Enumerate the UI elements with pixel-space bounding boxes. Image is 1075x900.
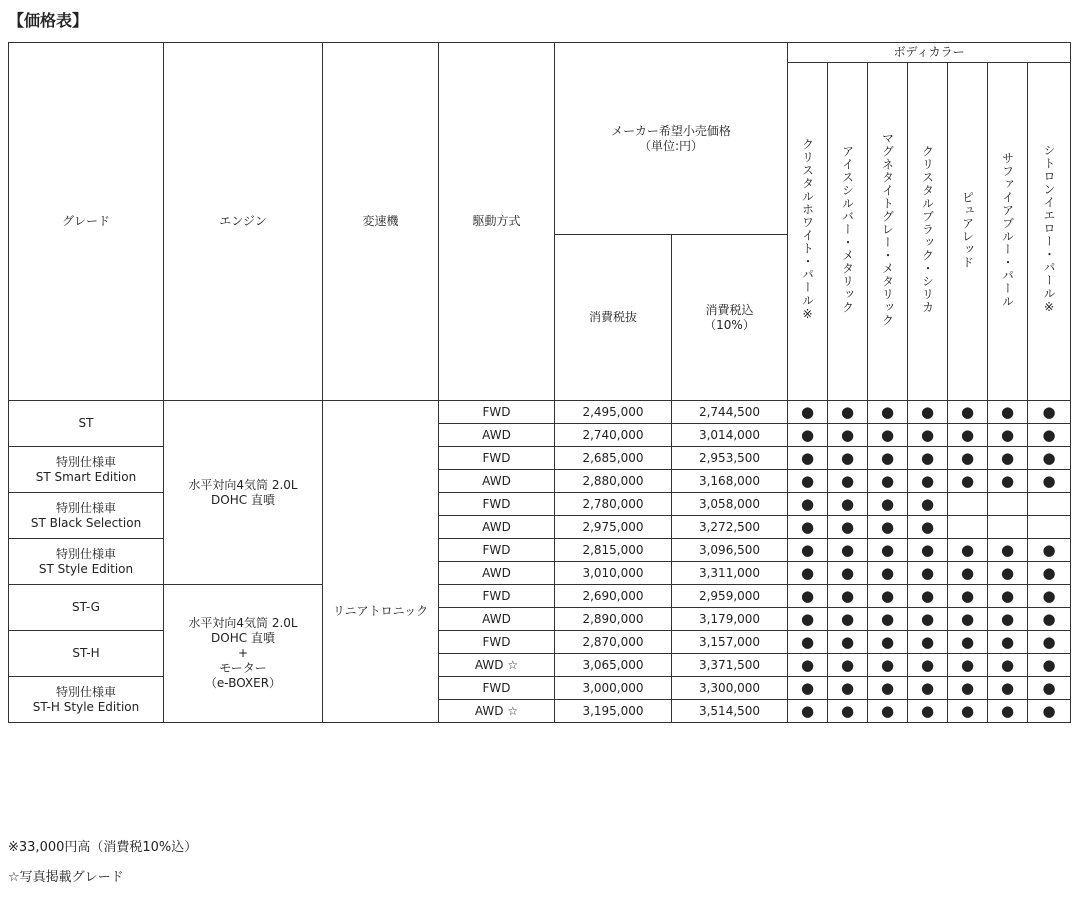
price-excl-cell: 2,880,000 (555, 470, 672, 493)
available-dot-icon: ● (800, 563, 815, 582)
color-availability-cell (948, 493, 988, 516)
color-availability-cell (988, 585, 1028, 608)
available-dot-icon: ● (960, 471, 975, 490)
price-incl-cell: 3,168,000 (672, 470, 788, 493)
drive-cell: AWD (439, 562, 555, 585)
color-availability-cell (948, 585, 988, 608)
color-availability-cell (1028, 516, 1071, 539)
available-dot-icon: ● (1000, 471, 1015, 490)
available-dot-icon: ● (880, 655, 895, 674)
available-dot-icon: ● (1000, 448, 1015, 467)
footnote-photo-grade: ☆写真掲載グレード (8, 870, 124, 885)
color-availability-cell (868, 608, 908, 631)
color-availability-cell (908, 562, 948, 585)
color-availability-cell (1028, 424, 1071, 447)
available-dot-icon: ● (840, 609, 855, 628)
color-availability-cell (1028, 654, 1071, 677)
color-availability-cell (828, 401, 868, 424)
engine-cell: 水平対向4気筒 2.0L DOHC 直噴 + モーター （e-BOXER） (164, 585, 323, 723)
color-availability-cell (948, 631, 988, 654)
drive-cell: FWD (439, 677, 555, 700)
color-availability-cell (1028, 539, 1071, 562)
drive-cell: FWD (439, 447, 555, 470)
color-availability-cell (988, 608, 1028, 631)
available-dot-icon: ● (880, 609, 895, 628)
color-availability-cell (948, 447, 988, 470)
available-dot-icon: ● (840, 402, 855, 421)
available-dot-icon: ● (840, 701, 855, 720)
color-availability-cell (828, 493, 868, 516)
available-dot-icon: ● (920, 448, 935, 467)
color-availability-cell (788, 608, 828, 631)
available-dot-icon: ● (1000, 563, 1015, 582)
available-dot-icon: ● (1000, 701, 1015, 720)
available-dot-icon: ● (1000, 632, 1015, 651)
available-dot-icon: ● (800, 494, 815, 513)
available-dot-icon: ● (840, 494, 855, 513)
color-availability-cell (1028, 562, 1071, 585)
available-dot-icon: ● (960, 402, 975, 421)
available-dot-icon: ● (920, 517, 935, 536)
available-dot-icon: ● (1042, 425, 1056, 444)
color-availability-cell (1028, 401, 1071, 424)
color-availability-cell (868, 654, 908, 677)
color-availability-cell (828, 700, 868, 723)
available-dot-icon: ● (800, 425, 815, 444)
price-excl-cell: 2,890,000 (555, 608, 672, 631)
color-availability-cell (948, 608, 988, 631)
color-name: マグネタイトグレー・メタリック (880, 132, 895, 327)
color-header (988, 63, 1028, 401)
available-dot-icon: ● (960, 448, 975, 467)
available-dot-icon: ● (880, 586, 895, 605)
available-dot-icon: ● (920, 632, 935, 651)
table-row (9, 401, 1071, 424)
available-dot-icon: ● (840, 655, 855, 674)
price-excl-cell: 3,065,000 (555, 654, 672, 677)
color-availability-cell (828, 424, 868, 447)
color-availability-cell (1028, 493, 1071, 516)
color-header (868, 63, 908, 401)
available-dot-icon: ● (1042, 678, 1056, 697)
available-dot-icon: ● (920, 586, 935, 605)
available-dot-icon: ● (800, 586, 815, 605)
color-availability-cell (908, 424, 948, 447)
available-dot-icon: ● (880, 402, 895, 421)
available-dot-icon: ● (1000, 609, 1015, 628)
color-availability-cell (868, 424, 908, 447)
color-availability-cell (1028, 447, 1071, 470)
price-excl-cell: 2,740,000 (555, 424, 672, 447)
color-availability-cell (788, 677, 828, 700)
color-name: アイスシルバー・メタリック (840, 145, 855, 314)
transmission-header: 変速機 (323, 43, 439, 401)
color-availability-cell (788, 447, 828, 470)
color-availability-cell (788, 401, 828, 424)
color-availability-cell (908, 401, 948, 424)
available-dot-icon: ● (1042, 540, 1056, 559)
color-availability-cell (908, 447, 948, 470)
color-availability-cell (788, 585, 828, 608)
color-availability-cell (948, 470, 988, 493)
available-dot-icon: ● (960, 586, 975, 605)
available-dot-icon: ● (800, 402, 815, 421)
color-availability-cell (1028, 608, 1071, 631)
price-excl-cell: 3,010,000 (555, 562, 672, 585)
price-incl-cell: 3,096,500 (672, 539, 788, 562)
table-row (9, 585, 1071, 608)
price-table (8, 42, 1071, 723)
color-availability-cell (868, 516, 908, 539)
color-availability-cell (1028, 585, 1071, 608)
available-dot-icon: ● (800, 448, 815, 467)
available-dot-icon: ● (1000, 655, 1015, 674)
color-availability-cell (788, 424, 828, 447)
color-name: サファイアブルー・パール (1000, 151, 1015, 308)
body-color-header: ボディカラー (788, 43, 1071, 63)
color-availability-cell (908, 700, 948, 723)
price-incl-cell: 3,058,000 (672, 493, 788, 516)
color-availability-cell (908, 470, 948, 493)
color-availability-cell (908, 608, 948, 631)
color-availability-cell (988, 516, 1028, 539)
drive-cell: FWD (439, 401, 555, 424)
available-dot-icon: ● (800, 609, 815, 628)
available-dot-icon: ● (840, 517, 855, 536)
color-availability-cell (868, 539, 908, 562)
available-dot-icon: ● (1000, 540, 1015, 559)
available-dot-icon: ● (800, 540, 815, 559)
price-incl-cell: 3,300,000 (672, 677, 788, 700)
color-name: クリスタルホワイト・パール※ (800, 137, 815, 322)
available-dot-icon: ● (1042, 586, 1056, 605)
engine-cell: 水平対向4気筒 2.0L DOHC 直噴 (164, 401, 323, 585)
available-dot-icon: ● (840, 563, 855, 582)
price-incl-cell: 3,179,000 (672, 608, 788, 631)
grade-cell: 特別仕様車 ST-H Style Edition (9, 677, 164, 723)
price-excl-cell: 3,195,000 (555, 700, 672, 723)
drive-cell: AWD (439, 424, 555, 447)
price-excl-header: 消費税抜 (555, 235, 672, 401)
color-availability-cell (988, 539, 1028, 562)
color-availability-cell (828, 654, 868, 677)
available-dot-icon: ● (880, 678, 895, 697)
color-header (1028, 63, 1071, 401)
color-availability-cell (788, 631, 828, 654)
available-dot-icon: ● (800, 632, 815, 651)
price-header: メーカー希望小売価格 （単位:円） (555, 43, 788, 235)
price-excl-cell: 2,815,000 (555, 539, 672, 562)
color-availability-cell (988, 654, 1028, 677)
engine-header: エンジン (164, 43, 323, 401)
drive-header: 駆動方式 (439, 43, 555, 401)
available-dot-icon: ● (920, 540, 935, 559)
price-excl-cell: 3,000,000 (555, 677, 672, 700)
available-dot-icon: ● (920, 609, 935, 628)
color-availability-cell (828, 608, 868, 631)
available-dot-icon: ● (880, 425, 895, 444)
color-availability-cell (1028, 677, 1071, 700)
price-excl-cell: 2,690,000 (555, 585, 672, 608)
color-availability-cell (988, 447, 1028, 470)
price-excl-cell: 2,975,000 (555, 516, 672, 539)
transmission-cell: リニアトロニック (323, 401, 439, 723)
available-dot-icon: ● (800, 655, 815, 674)
grade-cell: ST-H (9, 631, 164, 677)
color-availability-cell (788, 562, 828, 585)
drive-cell: AWD (439, 516, 555, 539)
available-dot-icon: ● (920, 563, 935, 582)
color-availability-cell (908, 677, 948, 700)
grade-cell: ST-G (9, 585, 164, 631)
color-availability-cell (1028, 470, 1071, 493)
color-availability-cell (828, 447, 868, 470)
available-dot-icon: ● (840, 448, 855, 467)
price-incl-cell: 2,744,500 (672, 401, 788, 424)
available-dot-icon: ● (920, 402, 935, 421)
available-dot-icon: ● (920, 425, 935, 444)
color-availability-cell (868, 700, 908, 723)
available-dot-icon: ● (880, 494, 895, 513)
available-dot-icon: ● (880, 563, 895, 582)
available-dot-icon: ● (1000, 402, 1015, 421)
color-availability-cell (868, 401, 908, 424)
available-dot-icon: ● (920, 678, 935, 697)
color-availability-cell (908, 585, 948, 608)
price-excl-cell: 2,495,000 (555, 401, 672, 424)
available-dot-icon: ● (840, 678, 855, 697)
available-dot-icon: ● (800, 678, 815, 697)
price-excl-cell: 2,870,000 (555, 631, 672, 654)
price-table-body (9, 401, 1071, 723)
drive-cell: AWD ☆ (439, 654, 555, 677)
price-incl-cell: 3,014,000 (672, 424, 788, 447)
available-dot-icon: ● (960, 425, 975, 444)
available-dot-icon: ● (880, 701, 895, 720)
color-availability-cell (1028, 631, 1071, 654)
color-availability-cell (948, 677, 988, 700)
grade-cell: 特別仕様車 ST Black Selection (9, 493, 164, 539)
available-dot-icon: ● (1042, 402, 1056, 421)
available-dot-icon: ● (920, 494, 935, 513)
price-excl-cell: 2,685,000 (555, 447, 672, 470)
available-dot-icon: ● (800, 471, 815, 490)
drive-cell: FWD (439, 585, 555, 608)
available-dot-icon: ● (960, 655, 975, 674)
color-availability-cell (948, 401, 988, 424)
available-dot-icon: ● (960, 632, 975, 651)
color-availability-cell (868, 585, 908, 608)
color-availability-cell (828, 631, 868, 654)
available-dot-icon: ● (1000, 425, 1015, 444)
price-excl-cell: 2,780,000 (555, 493, 672, 516)
page-title: 【価格表】 (8, 11, 89, 30)
footnote-surcharge: ※33,000円高（消費税10%込） (8, 840, 198, 855)
drive-cell: AWD (439, 608, 555, 631)
available-dot-icon: ● (960, 609, 975, 628)
color-availability-cell (948, 654, 988, 677)
available-dot-icon: ● (960, 563, 975, 582)
color-availability-cell (988, 470, 1028, 493)
available-dot-icon: ● (880, 448, 895, 467)
available-dot-icon: ● (1042, 609, 1056, 628)
available-dot-icon: ● (1042, 701, 1056, 720)
color-availability-cell (828, 516, 868, 539)
color-name: シトロンイエロー・パール※ (1042, 144, 1057, 315)
color-availability-cell (988, 424, 1028, 447)
color-availability-cell (868, 447, 908, 470)
grade-cell: 特別仕様車 ST Style Edition (9, 539, 164, 585)
available-dot-icon: ● (840, 586, 855, 605)
available-dot-icon: ● (1000, 678, 1015, 697)
color-availability-cell (788, 470, 828, 493)
available-dot-icon: ● (960, 701, 975, 720)
drive-cell: FWD (439, 631, 555, 654)
available-dot-icon: ● (920, 471, 935, 490)
color-availability-cell (828, 562, 868, 585)
color-header (788, 63, 828, 401)
color-availability-cell (988, 677, 1028, 700)
color-availability-cell (988, 493, 1028, 516)
color-name: クリスタルブラック・シリカ (920, 145, 935, 314)
price-incl-cell: 3,157,000 (672, 631, 788, 654)
price-incl-cell: 3,272,500 (672, 516, 788, 539)
available-dot-icon: ● (1042, 471, 1056, 490)
available-dot-icon: ● (800, 517, 815, 536)
available-dot-icon: ● (920, 701, 935, 720)
drive-cell: AWD (439, 470, 555, 493)
grade-cell: 特別仕様車 ST Smart Edition (9, 447, 164, 493)
price-incl-header: 消費税込 （10%） (672, 235, 788, 401)
color-availability-cell (828, 677, 868, 700)
grade-header: グレード (9, 43, 164, 401)
color-name: ピュアレッド (960, 190, 975, 269)
available-dot-icon: ● (1000, 586, 1015, 605)
available-dot-icon: ● (840, 632, 855, 651)
color-availability-cell (868, 677, 908, 700)
color-availability-cell (988, 700, 1028, 723)
color-availability-cell (828, 585, 868, 608)
color-availability-cell (908, 539, 948, 562)
available-dot-icon: ● (800, 701, 815, 720)
color-availability-cell (868, 562, 908, 585)
color-header (828, 63, 868, 401)
color-header (908, 63, 948, 401)
color-availability-cell (788, 654, 828, 677)
color-availability-cell (908, 516, 948, 539)
color-availability-cell (988, 631, 1028, 654)
price-incl-cell: 3,514,500 (672, 700, 788, 723)
available-dot-icon: ● (880, 540, 895, 559)
color-availability-cell (868, 470, 908, 493)
grade-cell: ST (9, 401, 164, 447)
color-availability-cell (908, 654, 948, 677)
price-incl-cell: 3,371,500 (672, 654, 788, 677)
color-availability-cell (948, 516, 988, 539)
available-dot-icon: ● (840, 540, 855, 559)
drive-cell: AWD ☆ (439, 700, 555, 723)
color-availability-cell (1028, 700, 1071, 723)
color-availability-cell (988, 401, 1028, 424)
price-incl-cell: 2,959,000 (672, 585, 788, 608)
price-incl-cell: 2,953,500 (672, 447, 788, 470)
color-availability-cell (948, 539, 988, 562)
color-availability-cell (908, 631, 948, 654)
available-dot-icon: ● (1042, 448, 1056, 467)
color-availability-cell (948, 424, 988, 447)
color-availability-cell (868, 493, 908, 516)
color-availability-cell (948, 562, 988, 585)
available-dot-icon: ● (960, 540, 975, 559)
available-dot-icon: ● (840, 425, 855, 444)
available-dot-icon: ● (1042, 655, 1056, 674)
available-dot-icon: ● (1042, 563, 1056, 582)
available-dot-icon: ● (1042, 632, 1056, 651)
available-dot-icon: ● (880, 517, 895, 536)
drive-cell: FWD (439, 493, 555, 516)
color-availability-cell (908, 493, 948, 516)
color-availability-cell (828, 539, 868, 562)
available-dot-icon: ● (920, 655, 935, 674)
color-availability-cell (788, 539, 828, 562)
color-availability-cell (788, 700, 828, 723)
available-dot-icon: ● (960, 678, 975, 697)
color-header (948, 63, 988, 401)
drive-cell: FWD (439, 539, 555, 562)
available-dot-icon: ● (840, 471, 855, 490)
color-availability-cell (868, 631, 908, 654)
available-dot-icon: ● (880, 471, 895, 490)
color-availability-cell (948, 700, 988, 723)
available-dot-icon: ● (880, 632, 895, 651)
color-availability-cell (788, 493, 828, 516)
color-availability-cell (828, 470, 868, 493)
color-availability-cell (988, 562, 1028, 585)
color-availability-cell (788, 516, 828, 539)
price-incl-cell: 3,311,000 (672, 562, 788, 585)
